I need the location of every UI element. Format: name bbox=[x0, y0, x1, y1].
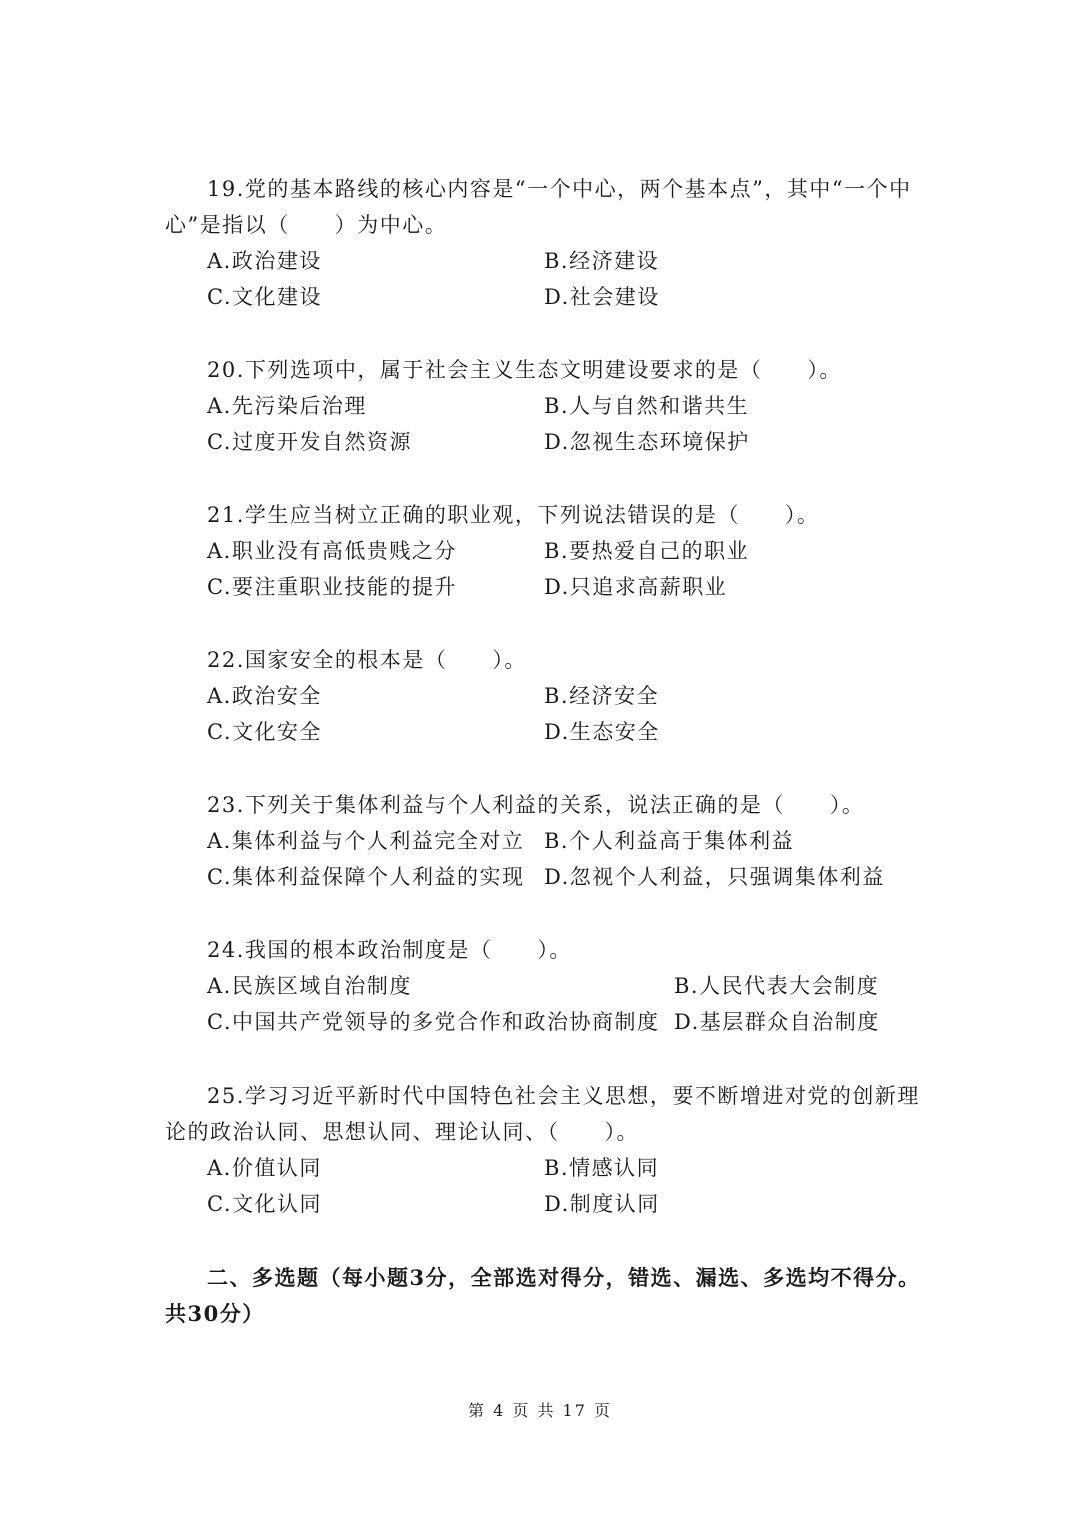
question-stem: 20.下列选项中，属于社会主义生态文明建设要求的是（ ）。 bbox=[207, 358, 842, 382]
options-row bbox=[165, 279, 925, 315]
question-24 bbox=[165, 932, 925, 1040]
option-b: B.情感认同 bbox=[544, 1156, 660, 1180]
question-25 bbox=[165, 1078, 925, 1222]
option-d: D.制度认同 bbox=[544, 1192, 660, 1216]
question-22 bbox=[165, 642, 925, 750]
option-d: D.生态安全 bbox=[544, 720, 660, 744]
question-stem: 19.党的基本路线的核心内容是“一个中心，两个基本点”，其中“一个中心”是指以（ ）为中心。 bbox=[165, 177, 912, 237]
option-a: A.民族区域自治制度 bbox=[207, 974, 412, 998]
question-stem: 24.我国的根本政治制度是（ ）。 bbox=[207, 938, 572, 962]
option-a: A.先污染后治理 bbox=[207, 394, 367, 418]
page-number: 第 4 页 共 17 页 bbox=[468, 1401, 612, 1420]
options-row bbox=[165, 1004, 925, 1040]
section-heading: 二、多选题（每小题3分，全部选对得分，错选、漏选、多选均不得分。共30分） bbox=[165, 1265, 921, 1326]
option-c: C.文化安全 bbox=[207, 720, 322, 744]
option-d: D.忽视生态环境保护 bbox=[544, 430, 750, 454]
options-row bbox=[165, 243, 925, 279]
option-a: A.政治建设 bbox=[207, 249, 322, 273]
question-21 bbox=[165, 497, 925, 605]
option-a: A.价值认同 bbox=[207, 1156, 322, 1180]
option-d: D.社会建设 bbox=[544, 285, 660, 309]
option-c: C.过度开发自然资源 bbox=[207, 430, 412, 454]
question-20 bbox=[165, 352, 925, 460]
options-row bbox=[165, 859, 925, 895]
options-row bbox=[165, 1186, 925, 1222]
question-stem: 23.下列关于集体利益与个人利益的关系，说法正确的是（ ）。 bbox=[207, 793, 865, 817]
option-b: B.个人利益高于集体利益 bbox=[544, 829, 795, 853]
option-d: D.只追求高薪职业 bbox=[544, 575, 728, 599]
options-row bbox=[165, 424, 925, 460]
question-23 bbox=[165, 787, 925, 895]
question-stem: 21.学生应当树立正确的职业观，下列说法错误的是（ ）。 bbox=[207, 503, 820, 527]
options-row bbox=[165, 678, 925, 714]
options-row bbox=[165, 533, 925, 569]
option-a: A.集体利益与个人利益完全对立 bbox=[207, 829, 525, 853]
options-row bbox=[165, 388, 925, 424]
option-b: B.人与自然和谐共生 bbox=[544, 394, 750, 418]
option-b: B.经济建设 bbox=[544, 249, 660, 273]
question-stem: 25.学习习近平新时代中国特色社会主义思想，要不断增进对党的创新理论的政治认同、思想认同、理论认同、（ ）。 bbox=[165, 1084, 920, 1144]
options-row bbox=[165, 823, 925, 859]
options-row bbox=[165, 968, 925, 1004]
option-d: D.基层群众自治制度 bbox=[674, 1010, 880, 1034]
option-b: B.经济安全 bbox=[544, 684, 660, 708]
question-19 bbox=[165, 171, 925, 315]
options-row bbox=[165, 1150, 925, 1186]
option-a: A.政治安全 bbox=[207, 684, 322, 708]
question-stem: 22.国家安全的根本是（ ）。 bbox=[207, 648, 527, 672]
option-c: C.中国共产党领导的多党合作和政治协商制度 bbox=[207, 1010, 660, 1034]
option-c: C.要注重职业技能的提升 bbox=[207, 575, 457, 599]
options-row bbox=[165, 569, 925, 605]
option-c: C.文化认同 bbox=[207, 1192, 322, 1216]
options-row bbox=[165, 714, 925, 750]
option-c: C.文化建设 bbox=[207, 285, 322, 309]
option-d: D.忽视个人利益，只强调集体利益 bbox=[544, 865, 885, 889]
option-b: B.人民代表大会制度 bbox=[674, 974, 880, 998]
option-a: A.职业没有高低贵贱之分 bbox=[207, 539, 457, 563]
option-b: B.要热爱自己的职业 bbox=[544, 539, 750, 563]
option-c: C.集体利益保障个人利益的实现 bbox=[207, 865, 525, 889]
